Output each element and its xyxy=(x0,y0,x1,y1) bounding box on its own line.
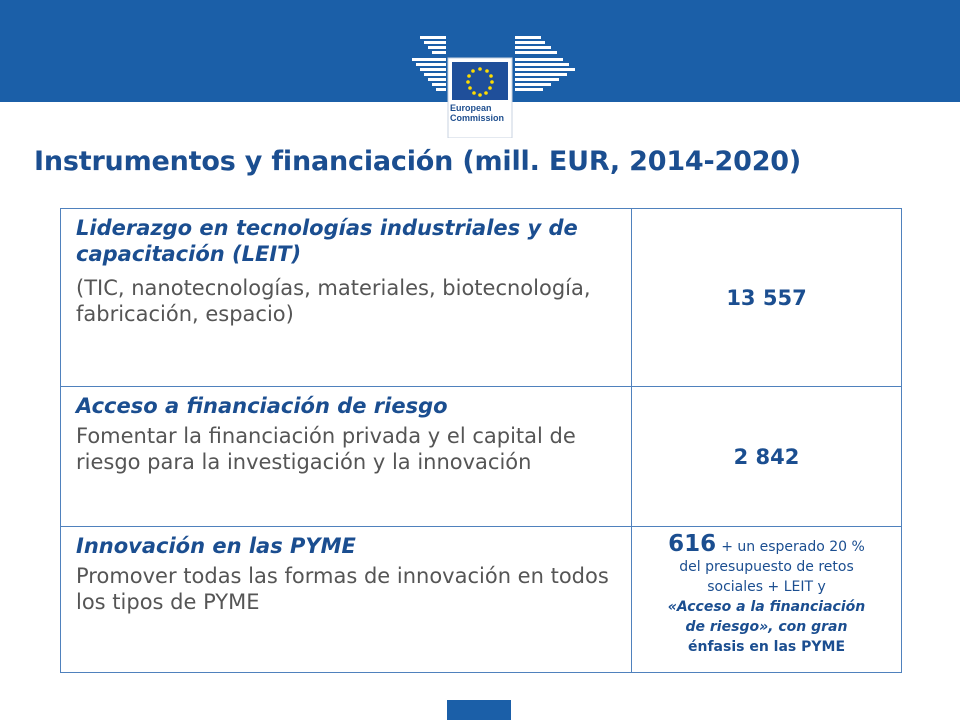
table-row xyxy=(61,527,902,673)
area-cell xyxy=(61,387,632,527)
amount-note: sociales + LEIT y xyxy=(707,579,826,595)
amount-note: del presupuesto de retos xyxy=(679,559,854,575)
amount-value: 616 xyxy=(668,531,717,557)
amount-cell: 13 557 xyxy=(632,209,902,387)
amount-note: + un esperado 20 % xyxy=(721,539,865,555)
amount-note: «Acceso a la financiación xyxy=(667,599,866,615)
area-title: Innovación en las PYME xyxy=(76,534,356,558)
amount-cell xyxy=(632,527,902,673)
area-description: Fomentar la financiación privada y el capital de riesgo para la investigación y la innovación xyxy=(76,424,576,474)
logo-text: European Commission xyxy=(450,103,505,123)
table-row xyxy=(61,209,902,387)
area-cell xyxy=(61,209,632,387)
footer-flag xyxy=(447,700,511,720)
table-row xyxy=(61,387,902,527)
area-cell xyxy=(61,527,632,673)
amount-note: énfasis en las PYME xyxy=(687,639,846,655)
amount-cell: 2 842 xyxy=(632,387,902,527)
area-title: Liderazgo en tecnologías industriales y de capacitación (LEIT) xyxy=(76,216,578,266)
funding-table xyxy=(60,208,902,673)
area-description: Promover todas las formas de innovación en todos los tipos de PYME xyxy=(76,564,609,614)
area-title: Acceso a financiación de riesgo xyxy=(76,394,448,418)
page-title: Instrumentos y financiación (mill. EUR, 2014-2020) xyxy=(34,146,802,177)
area-description: (TIC, nanotecnologías, materiales, biotecnología, fabricación, espacio) xyxy=(76,276,591,326)
amount-note: de riesgo», con gran xyxy=(685,619,848,635)
